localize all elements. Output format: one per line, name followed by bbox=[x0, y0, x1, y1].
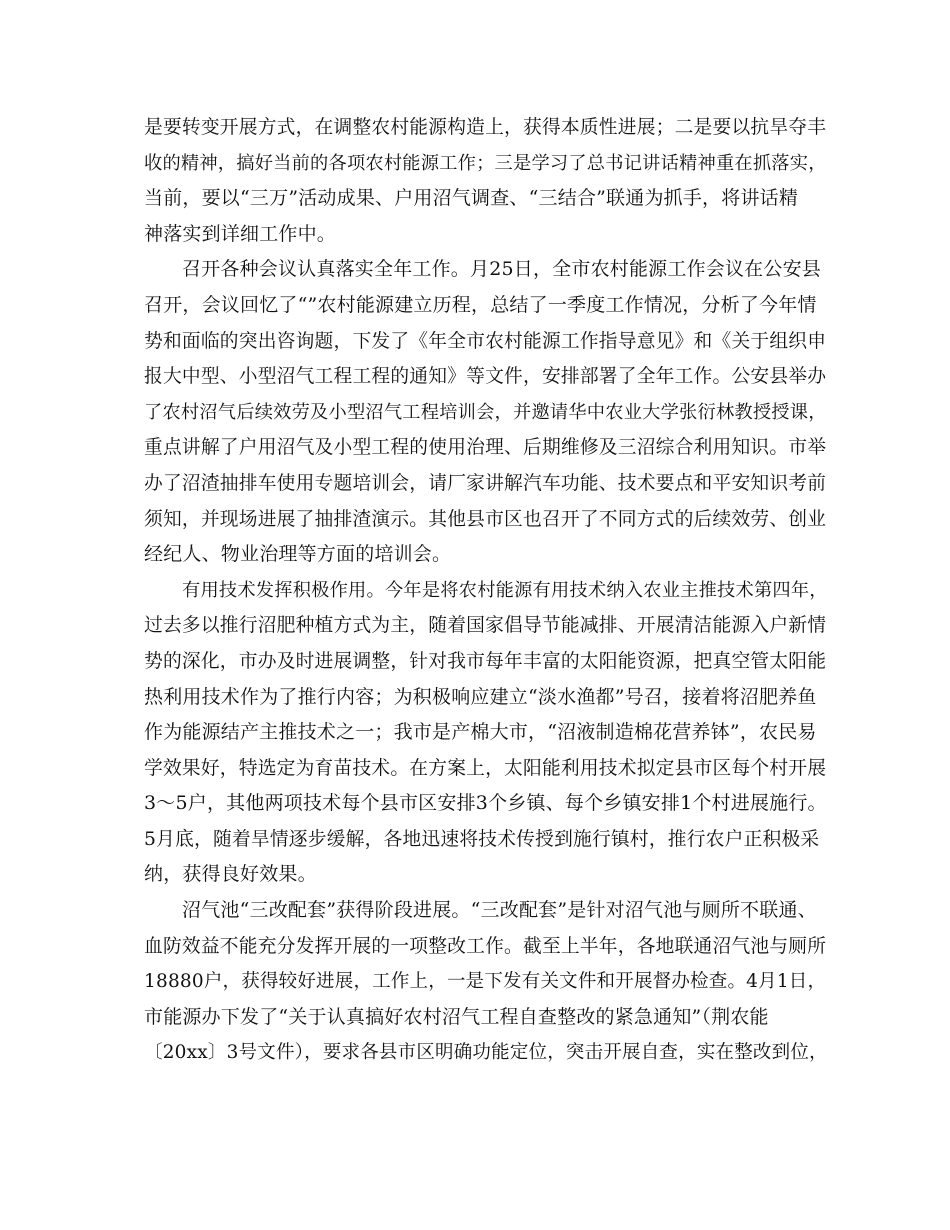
text-line: 重点讲解了户用沼气及小型工程的使用治理、后期维修及三沼综合利用知识。市举 bbox=[144, 437, 827, 459]
text-line: 过去多以推行沼肥种植方式为主，随着国家倡导节能减排、开展清洁能源入户新情 bbox=[144, 615, 827, 637]
text-line: 当前，要以“三万”活动成果、户用沼气调查、“三结合”联通为抓手，将讲话精 bbox=[144, 187, 799, 210]
text-line: 〔20xx〕3号文件），要求各县市区明确功能定位，突击开展自查，实在整改到位， bbox=[144, 1042, 828, 1064]
text-line: 是要转变开展方式，在调整农村能源构造上，获得本质性进展；二是要以抗旱夺丰 bbox=[144, 117, 827, 138]
text-line: 血防效益不能充分发挥开展的一项整改工作。截至上半年，各地联通沼气池与厕所 bbox=[144, 935, 827, 957]
text-line: 经纪人、物业治理等方面的培训会。 bbox=[144, 543, 452, 566]
text-line: 收的精神，搞好当前的各项农村能源工作；三是学习了总书记讲话精神重在抓落实， bbox=[144, 152, 827, 174]
text-line: 神落实到详细工作中。 bbox=[144, 222, 337, 245]
text-line: 报大中型、小型沼气工程工程的通知》等文件，安排部署了全年工作。公安县举办 bbox=[144, 366, 827, 388]
text-line: 作为能源结产主推技术之一；我市是产棉大市，“沼液制造棉花营养钵”，农民易 bbox=[144, 721, 817, 744]
text-line: 了农村沼气后续效劳及小型沼气工程培训会，并邀请华中农业大学张衍林教授授课， bbox=[144, 401, 827, 423]
text-line: 热利用技术作为了推行内容；为积极响应建立“淡水渔都”号召，接着将沼肥养鱼 bbox=[144, 685, 817, 708]
text-line: 学效果好，特选定为育苗技术。在方案上，太阳能利用技术拟定县市区每个村开展 bbox=[144, 757, 827, 779]
text-line: 召开，会议回忆了“”农村能源建立历程，总结了一季度工作情况，分析了今年情 bbox=[144, 293, 817, 316]
text-line: 召开各种会议认真落实全年工作。月25日，全市农村能源工作会议在公安县 bbox=[182, 258, 821, 281]
text-line: 市能源办下发了“关于认真搞好农村沼气工程自查整改的紧急通知”（荆农能 bbox=[144, 1005, 769, 1028]
text-line: 纳，获得良好效果。 bbox=[144, 863, 317, 886]
document-body bbox=[144, 110, 828, 1071]
text-line: 3～5户，其他两项技术每个县市区安排3个乡镇、每个乡镇安排1个村进展施行。 bbox=[144, 792, 827, 815]
text-line: 有用技术发挥积极作用。今年是将农村能源有用技术纳入农业主推技术第四年， bbox=[182, 579, 828, 601]
text-line: 18880户，获得较好进展，工作上，一是下发有关文件和开展督办检查。4月1日， bbox=[144, 971, 827, 993]
text-line: 5月底，随着旱情逐步缓解，各地迅速将技术传授到施行镇村，推行农户正积极采 bbox=[144, 828, 820, 850]
text-line: 势的深化，市办及时进展调整，针对我市每年丰富的太阳能资源，把真空管太阳能 bbox=[144, 650, 827, 672]
text-line: 势和面临的突出咨询题，下发了《年全市农村能源工作指导意见》和《关于组织申 bbox=[144, 330, 827, 352]
text-line: 须知，并现场进展了抽排渣演示。其他县市区也召开了不同方式的后续效劳、创业 bbox=[144, 508, 827, 530]
text-line: 办了沼渣抽排车使用专题培训会，请厂家讲解汽车功能、技术要点和平安知识考前 bbox=[144, 472, 827, 494]
text-line: 沼气池“三改配套”获得阶段进展。“三改配套”是针对沼气池与厕所不联通、 bbox=[182, 899, 817, 922]
